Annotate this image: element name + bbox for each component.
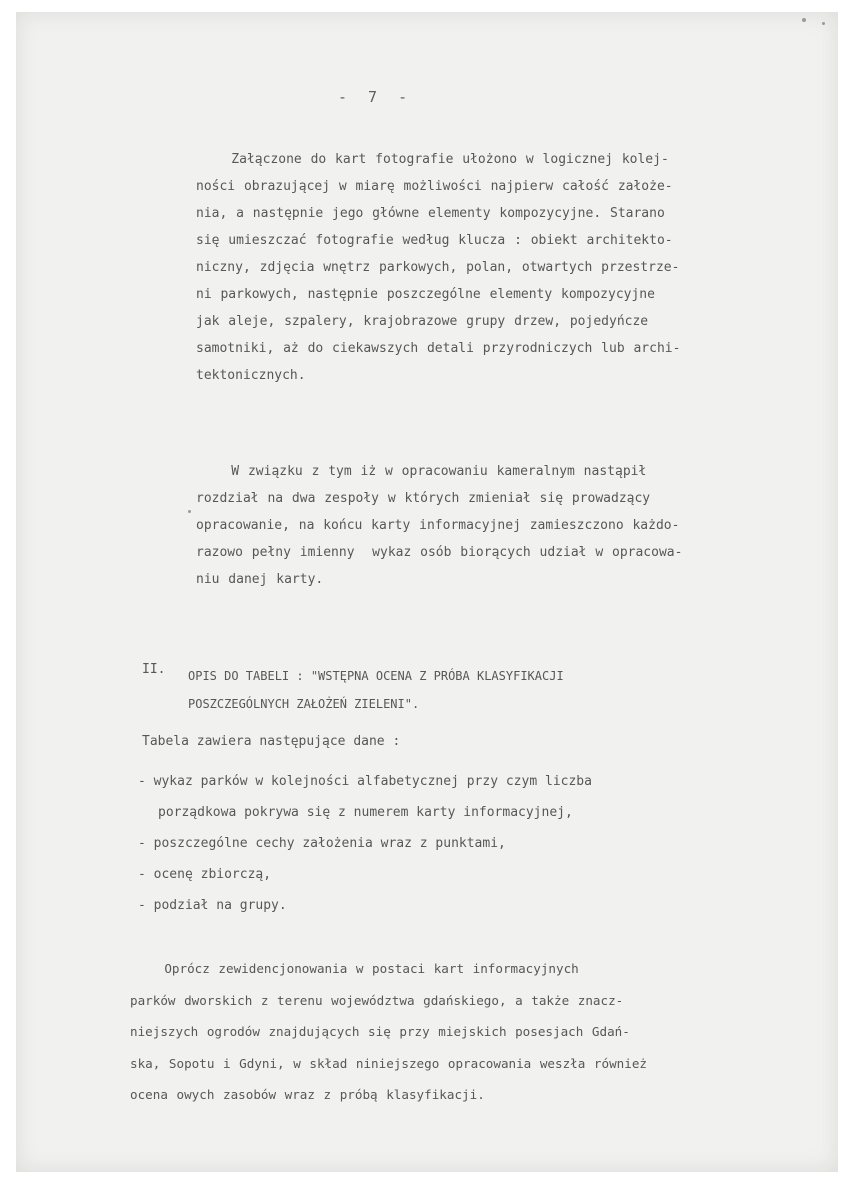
- section-number: II.: [142, 662, 166, 677]
- text-line: Oprócz zewidencjonowania w postaci kart informacyjnych: [130, 961, 579, 976]
- list-item-continuation: porządkowa pokrywa się z numerem karty informacyjnej,: [158, 805, 573, 820]
- list-item: - poszczególne cechy założenia wraz z punktami,: [138, 836, 506, 851]
- text-line: ska, Sopotu i Gdyni, w skład niniejszego opracowania weszła również: [130, 1055, 647, 1071]
- text-line: parków dworskich z terenu województwa gdańskiego, a także znacz-: [130, 992, 624, 1008]
- list-intro: Tabela zawiera następujące dane :: [142, 734, 401, 749]
- page-number: - 7 -: [338, 88, 414, 106]
- heading-line: OPIS DO TABELI : "WSTĘPNA OCENA Z PRÓBA KLASYFIKACJI: [188, 669, 564, 683]
- text-line: rozdział na dwa zespoły w których zmieniał się prowadzący: [196, 491, 651, 506]
- scan-speck: [188, 510, 191, 513]
- text-line: tektonicznych.: [196, 368, 306, 383]
- list-item: - wykaz parków w kolejności alfabetycznej przy czym liczba: [138, 774, 592, 789]
- text-line: się umieszczać fotografie według klucza : obiekt architekto-: [196, 233, 673, 248]
- paragraph-teams: [196, 458, 682, 593]
- text-line: ności obrazującej w miarę możliwości najpierw całość założe-: [196, 179, 673, 194]
- text-line: samotniki, aż do ciekawszych detali przyrodniczych lub archi-: [196, 341, 681, 356]
- text-line: ni parkowych, następnie poszczególne elementy kompozycyjne: [196, 287, 655, 302]
- text-line: razowo pełny imienny wykaz osób biorących udział w opracowa-: [196, 545, 683, 560]
- scan-speck: [802, 18, 806, 22]
- paragraph-evaluation: [130, 953, 647, 1111]
- text-line: niu danej karty.: [196, 572, 324, 587]
- text-line: ocena owych zasobów wraz z próbą klasyfikacji.: [130, 1087, 485, 1102]
- text-line: nia, a następnie jego główne elementy kompozycyjne. Starano: [196, 206, 665, 221]
- heading-line: POSZCZEGÓLNYCH ZAŁOŻEŃ ZIELENI".: [188, 697, 420, 711]
- text-line: niejszych ogrodów znajdujących się przy miejskich posesjach Gdań-: [130, 1024, 630, 1039]
- text-line: opracowanie, na końcu karty informacyjnej zamieszczono każdo-: [196, 518, 680, 533]
- list-item: - ocenę zbiorczą,: [138, 867, 272, 882]
- text-line: jak aleje, szpalery, krajobrazowe grupy drzew, pojedyńcze: [196, 314, 649, 329]
- scan-speck: [822, 22, 825, 25]
- paragraph-photographs: [196, 146, 680, 389]
- data-list: [138, 766, 592, 921]
- text-line: Załączone do kart fotografie ułożono w logicznej kolej-: [196, 152, 669, 167]
- text-line: W związku z tym iż w opracowaniu kameralnym nastąpił: [196, 464, 647, 479]
- list-item: - podział na grupy.: [138, 898, 287, 913]
- section-heading: [188, 662, 564, 718]
- text-line: niczny, zdjęcia wnętrz parkowych, polan, otwartych przestrze-: [196, 260, 680, 275]
